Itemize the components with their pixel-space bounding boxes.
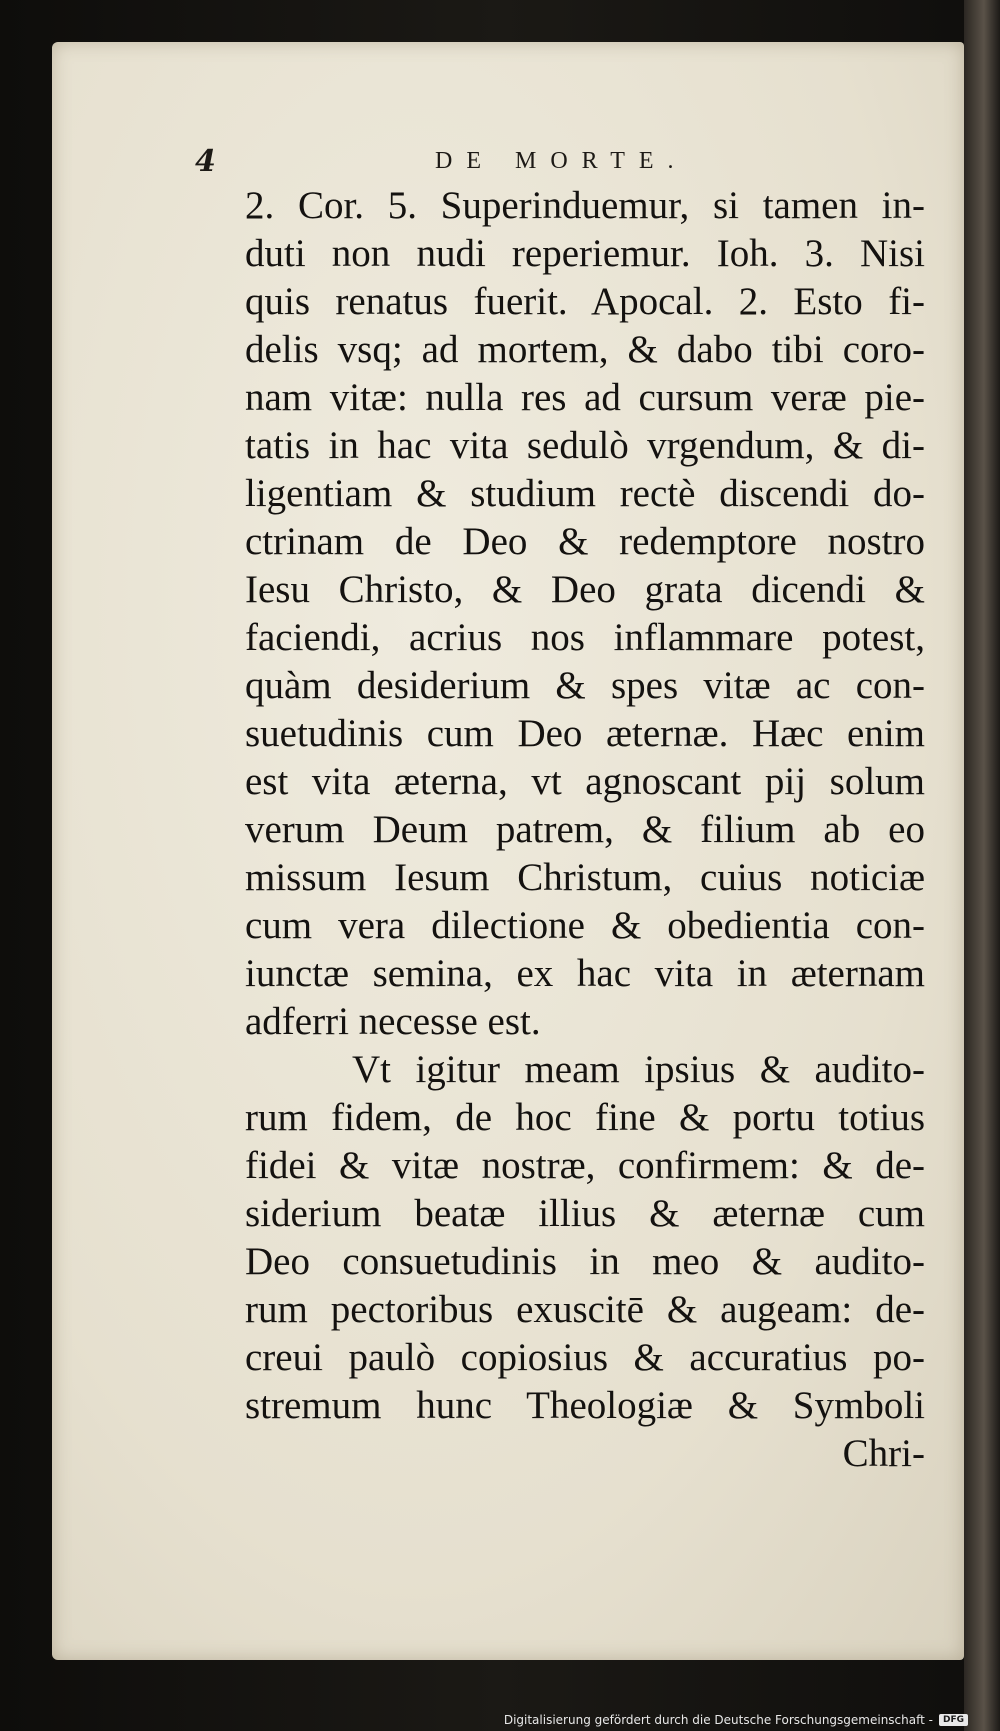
running-head-title: DE MORTE. xyxy=(435,147,688,174)
text-line: cum vera dilectione & obedientia con- xyxy=(245,904,925,947)
credit-text: Digitalisierung gefördert durch die Deutsche Forschungsgemeinschaft - xyxy=(503,1713,933,1727)
text-line: Deo consuetudinis in meo & audito- xyxy=(245,1240,925,1283)
text-line: quis renatus fuerit. Apocal. 2. Esto fi- xyxy=(245,280,925,323)
text-line: tatis in hac vita sedulò vrgendum, & di- xyxy=(245,424,925,467)
text-line: Vt igitur meam ipsius & audito- xyxy=(352,1048,925,1091)
text-line: creui paulò copiosius & accuratius po- xyxy=(245,1336,925,1379)
paragraph-2 xyxy=(245,1046,925,1430)
text-line: duti non nudi reperiemur. Ioh. 3. Nisi xyxy=(245,232,925,275)
text-line: delis vsq; ad mortem, & dabo tibi coro- xyxy=(245,328,925,371)
catchword: Chri- xyxy=(842,1432,925,1475)
text-line: missum Iesum Christum, cuius noticiæ xyxy=(245,856,925,899)
text-line: quàm desiderium & spes vitæ ac con- xyxy=(245,664,925,707)
text-line: ligentiam & studium rectè discendi do- xyxy=(245,472,925,515)
text-line: Iesu Christo, & Deo grata dicendi & xyxy=(245,568,925,611)
text-line: 2. Cor. 5. Superinduemur, si tamen in- xyxy=(245,184,925,227)
book-edge xyxy=(964,0,1000,1731)
text-line: adferri necesse est. xyxy=(245,1000,541,1043)
page-text xyxy=(245,182,925,1478)
text-line: iunctæ semina, ex hac vita in æternam xyxy=(245,952,925,995)
text-line: faciendi, acrius nos inflammare potest, xyxy=(245,616,925,659)
text-line: suetudinis cum Deo æternæ. Hæc enim xyxy=(245,712,925,755)
text-line: rum fidem, de hoc fine & portu totius xyxy=(245,1096,925,1139)
text-line: stremum hunc Theologiæ & Symboli xyxy=(245,1384,925,1427)
text-line: ctrinam de Deo & redemptore nostro xyxy=(245,520,925,563)
digitization-credit xyxy=(504,1713,968,1727)
running-head xyxy=(195,145,935,177)
text-line: fidei & vitæ nostræ, confirmem: & de- xyxy=(245,1144,925,1187)
text-line: verum Deum patrem, & filium ab eo xyxy=(245,808,925,851)
page-number: 4 xyxy=(195,143,216,179)
text-line: nam vitæ: nulla res ad cursum veræ pie- xyxy=(245,376,925,419)
text-line: siderium beatæ illius & æternæ cum xyxy=(245,1192,925,1235)
text-line: est vita æterna, vt agnoscant pij solum xyxy=(245,760,925,803)
dfg-logo: DFG xyxy=(939,1714,968,1726)
text-line: rum pectoribus exuscitē & augeam: de- xyxy=(245,1288,925,1331)
paragraph-1 xyxy=(245,182,925,1046)
